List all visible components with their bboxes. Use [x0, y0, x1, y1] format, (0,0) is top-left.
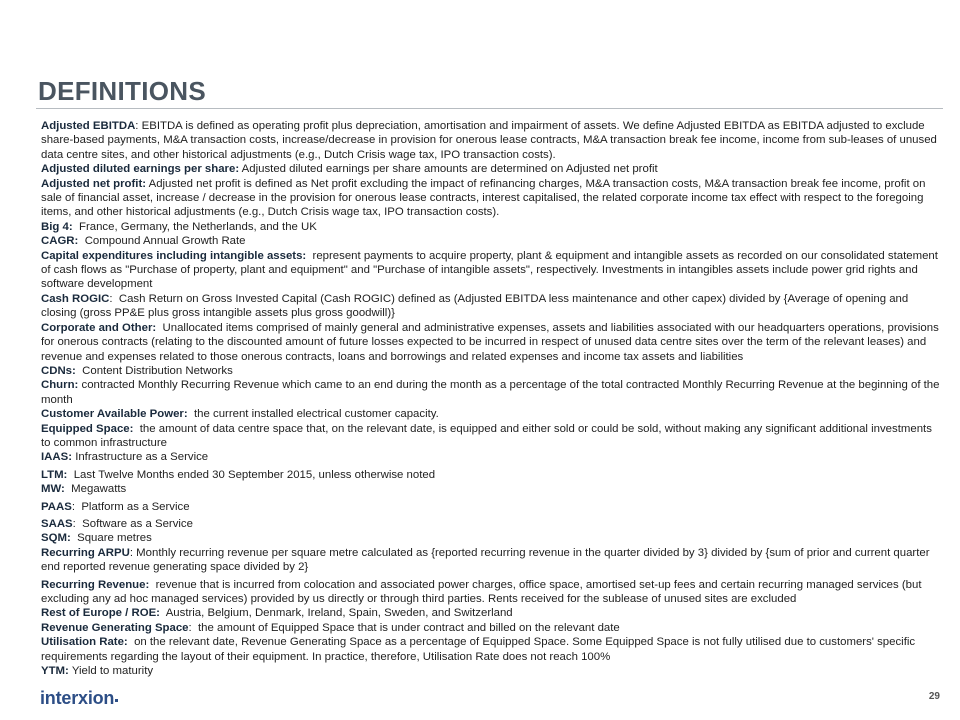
definition-term: Customer Available Power:: [41, 408, 188, 421]
definition-term: Churn:: [41, 379, 79, 392]
definition-text: revenue that is incurred from colocation and associated power charges, office space, amortised set-up fees and certain recurring managed services (but excluding any ad hoc managed services) provided by us directly or through third parties. Rents received for the sublease of unused sites are excluded: [41, 578, 922, 605]
definition-term: Revenue Generating Space: [41, 621, 189, 634]
definition-term: SQM:: [41, 532, 71, 545]
definition-item: [41, 321, 943, 364]
definition-text: Content Distribution Networks: [82, 364, 233, 377]
definition-separator: :: [188, 621, 198, 634]
definition-text: Austria, Belgium, Denmark, Ireland, Spain, Sweden, and Switzerland: [165, 607, 513, 620]
definition-term: CDNs:: [41, 364, 76, 377]
definition-separator: :: [109, 292, 119, 305]
definition-item: [41, 422, 943, 451]
definition-separator: :: [71, 500, 82, 513]
definition-text: Adjusted diluted earnings per share amounts are determined on Adjusted net profit: [241, 163, 658, 176]
definition-item: [41, 621, 943, 635]
definition-text: Yield to maturity: [71, 665, 154, 678]
definition-term: MW:: [41, 483, 65, 496]
page-number: 29: [928, 691, 940, 702]
definition-item: [41, 578, 943, 607]
definition-text: Adjusted net profit is defined as Net profit excluding the impact of refinancing charges, M&A transaction costs, M&A transaction break fee income, profit on sale of financial asset, increase / decrease in the provision for onerous lease contracts, interest capitalised, the related corporate income tax effect with respect to the foregoing items, and other historical adjustments (e.g., Dutch Crisis wage tax, IPO transaction costs).: [41, 177, 926, 219]
definition-text: France, Germany, the Netherlands, and the UK: [79, 220, 317, 233]
definition-term: Adjusted EBITDA: [41, 120, 136, 132]
definition-item: [41, 450, 943, 464]
definition-text: Square metres: [77, 532, 152, 545]
definition-separator: :: [129, 546, 137, 559]
definition-term: YTM:: [41, 665, 69, 678]
definition-term: SAAS: [41, 517, 73, 530]
title-divider: [36, 108, 943, 109]
definition-term: Big 4:: [41, 220, 73, 233]
definition-text: Compound Annual Growth Rate: [84, 235, 246, 248]
definition-item: [41, 119, 943, 162]
definition-text: Monthly recurring revenue per square metre calculated as {reported recurring revenue in the quarter divided by 3} divided by {sum of prior and current quarter end reported revenue generating space divided by 2}: [41, 546, 930, 574]
definition-text: the amount of data centre space that, on the relevant date, is equipped and either sold or could be sold, without making any significant additional investments to common infrastructure: [41, 422, 932, 449]
definition-text: Cash Return on Gross Invested Capital (Cash ROGIC) defined as (Adjusted EBITDA less maintenance and other capex) divided by {Average of opening and closing (gross PP&E plus gross intangible assets plus gross goodwill)}: [41, 292, 909, 320]
definition-term: Utilisation Rate:: [41, 636, 128, 649]
definition-term: Rest of Europe / ROE:: [41, 607, 160, 620]
definition-term: Recurring ARPU: [41, 546, 130, 559]
definition-text: represent payments to acquire property, plant & equipment and intangible assets as recorded on our consolidated statement of cash flows as "Purchase of property, plant and equipment" and "Purchase of intangible assets", respectively. Investments in intangibles assets include power grid rights and software development: [41, 249, 938, 291]
definition-term: CAGR:: [41, 235, 79, 248]
definition-item: [41, 177, 943, 220]
definition-term: Adjusted diluted earnings per share:: [41, 163, 240, 176]
definition-term: Recurring Revenue:: [41, 578, 150, 591]
definition-item: [41, 292, 943, 321]
definition-term: Cash ROGIC: [41, 292, 110, 305]
definition-text: Software as a Service: [82, 517, 193, 530]
definition-term: LTM:: [41, 468, 68, 481]
definitions-list: [41, 119, 943, 678]
definition-term: Equipped Space:: [41, 422, 134, 435]
definition-item: [41, 664, 943, 678]
interxion-logo: [40, 688, 118, 709]
definition-item: [41, 635, 943, 664]
definition-item: [41, 517, 943, 531]
definition-separator: :: [135, 120, 142, 132]
definition-item: [41, 407, 943, 421]
definition-item: [41, 378, 943, 407]
page-title: DEFINITIONS: [38, 76, 206, 106]
definition-text: the current installed electrical customer capacity.: [194, 408, 439, 421]
definition-item: [41, 531, 943, 545]
definition-item: [41, 482, 943, 496]
definition-item: [41, 249, 943, 292]
definition-separator: :: [72, 517, 83, 530]
logo-dot: [115, 699, 118, 702]
definition-text: Megawatts: [71, 483, 127, 496]
definition-text: Platform as a Service: [81, 500, 190, 513]
definition-text: Infrastructure as a Service: [75, 451, 209, 464]
definition-term: IAAS:: [41, 451, 73, 464]
definition-text: EBITDA is defined as operating profit plus depreciation, amortisation and impairment of assets. We define Adjusted EBITDA as EBITDA adjusted to exclude share-based payments, M&A transaction costs, increase/decrease in provision for onerous lease contracts, M&A transaction break fee income, income from sub-leases of unused data centre sites, and other historical adjustments (e.g., Dutch Crisis wage tax, IPO transaction costs).: [41, 120, 937, 161]
definition-item: [41, 546, 943, 575]
definition-item: [41, 364, 943, 378]
definition-term: Capital expenditures including intangible assets:: [41, 249, 307, 262]
definition-text: the amount of Equipped Space that is under contract and billed on the relevant date: [198, 621, 620, 634]
definition-text: Unallocated items comprised of mainly general and administrative expenses, assets and liabilities associated with our headquarters operations, provisions for onerous contracts (relating to the discounted amount of future losses expected to be incurred in respect of unused data centre sites over the term of the relevant leases) and revenue and expenses related to those onerous contracts, loans and borrowings and related expenses and income tax assets and liabilities: [41, 321, 939, 363]
definition-term: PAAS: [41, 500, 72, 513]
definition-term: Corporate and Other:: [41, 321, 157, 334]
definition-term: Adjusted net profit:: [41, 177, 147, 190]
definition-item: [41, 234, 943, 248]
definition-item: [41, 606, 943, 620]
definition-item: [41, 220, 943, 234]
definition-text: contracted Monthly Recurring Revenue which came to an end during the month as a percentage of the total contracted Monthly Recurring Revenue at the beginning of the month: [41, 379, 940, 406]
definition-item: [41, 162, 943, 176]
definition-item: [41, 468, 943, 482]
definition-item: [41, 500, 943, 514]
logo-text: interxion: [40, 688, 115, 708]
definition-text: Last Twelve Months ended 30 September 2015, unless otherwise noted: [73, 468, 436, 481]
definition-text: on the relevant date, Revenue Generating Space as a percentage of Equipped Space. Some Equipped Space is not fully utilised due to customers' specific requirements regarding the layout of their equipment. In practice, therefore, Utilisation Rate does not reach 100%: [41, 636, 916, 663]
